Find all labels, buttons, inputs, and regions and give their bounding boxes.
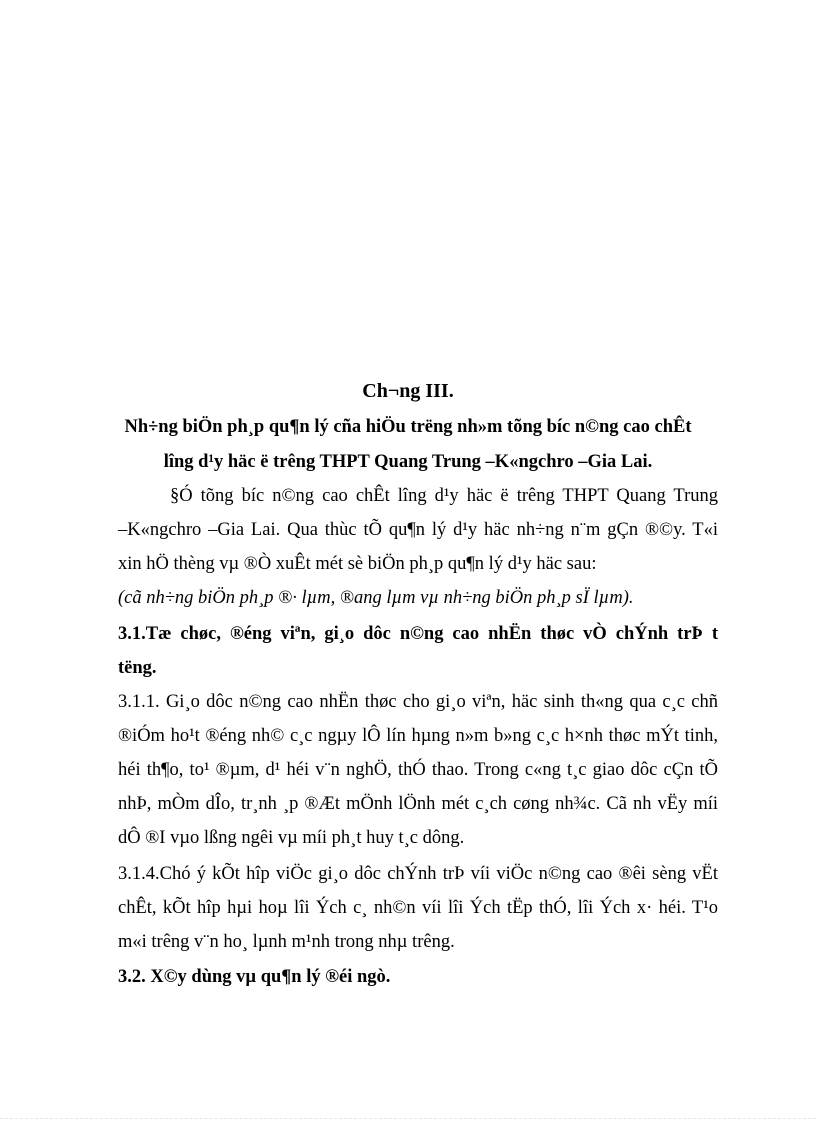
intro-line-3: xin hÖ thèng vµ ®Ò xuÊt mét sè biÖn ph¸p qu¶n lý d¹y häc sau: bbox=[118, 554, 597, 574]
section-3-1-4-line-1: 3.1.4.Chó ý kÕt hîp viÖc gi¸o dôc chÝnh trÞ víi viÖc n©ng cao ®êi sèng vËt bbox=[118, 864, 718, 884]
section-3-1-1-line-5: dÔ ®I vµo lßng ngêi vµ míi ph¸t huy t¸c dông. bbox=[118, 828, 465, 848]
intro-note: (cã nh÷ng biÖn ph¸p ®· lµm, ®ang lµm vµ nh÷ng biÖn ph¸p sÏ lµm). bbox=[118, 588, 634, 608]
section-3-2-title: 3.2. X©y dùng vµ qu¶n lý ®éi ngò. bbox=[118, 967, 391, 987]
intro-line-2: –K«ngchro –Gia Lai. Qua thùc tÕ qu¶n lý d¹y häc nh÷ng n¨m gÇn ®©y. T«i bbox=[118, 520, 718, 540]
section-3-1-title-line-1: 3.1.Tæ chøc, ®éng viªn, gi¸o dôc n©ng cao nhËn thøc vÒ chÝnh trÞ t bbox=[118, 624, 718, 644]
chapter-title: Ch¬ng III. bbox=[362, 380, 454, 402]
section-3-1-1-line-2: ®iÓm ho¹t ®éng nh© c¸c ngµy lÔ lín hµng n»m b»ng c¸c h×nh thøc mÝt tinh, bbox=[118, 726, 718, 746]
section-3-1-1-line-3: héi th¶o, to¹ ®µm, d¹ héi v¨n nghÖ, thÓ thao. Trong c«ng t¸c giao dôc cÇn tÕ bbox=[118, 760, 718, 780]
chapter-subtitle-line-1: Nh÷ng biÖn ph¸p qu¶n lý cña hiÖu trëng nh»m tõng bíc n©ng cao chÊt bbox=[124, 417, 692, 437]
section-3-1-title-line-2: tëng. bbox=[118, 658, 157, 678]
section-3-1-4-line-3: m«i trêng v¨n ho¸ lµnh m¹nh trong nhµ trêng. bbox=[118, 932, 455, 952]
section-3-1-heading bbox=[118, 617, 718, 685]
intro-paragraph bbox=[118, 479, 718, 615]
section-3-1-4-line-2: chÊt, kÕt hîp hµi hoµ lîi Ých c¸ nh©n víi lîi Ých tËp thÓ, lîi Ých x· héi. T¹o bbox=[118, 898, 718, 918]
page-bottom-edge bbox=[0, 1118, 816, 1119]
section-3-1-4-paragraph bbox=[118, 857, 718, 959]
section-3-1-1-line-1: 3.1.1. Gi¸o dôc n©ng cao nhËn thøc cho gi¸o viªn, häc sinh th«ng qua c¸c chñ bbox=[118, 692, 718, 712]
section-3-2-heading bbox=[118, 960, 718, 994]
section-3-1-1-line-4: nhÞ, mÒm dÎo, tr¸nh ¸p ®Æt mÖnh lÖnh mét c¸ch cøng nh¾c. Cã nh vËy míi bbox=[118, 794, 718, 814]
chapter-subtitle-line-2: lîng d¹y häc ë trêng THPT Quang Trung –K«ngchro –Gia Lai. bbox=[163, 452, 653, 472]
section-3-1-1-paragraph bbox=[118, 685, 718, 855]
intro-line-1: §Ó tõng bíc n©ng cao chÊt lîng d¹y häc ë trêng THPT Quang Trung bbox=[170, 486, 718, 506]
